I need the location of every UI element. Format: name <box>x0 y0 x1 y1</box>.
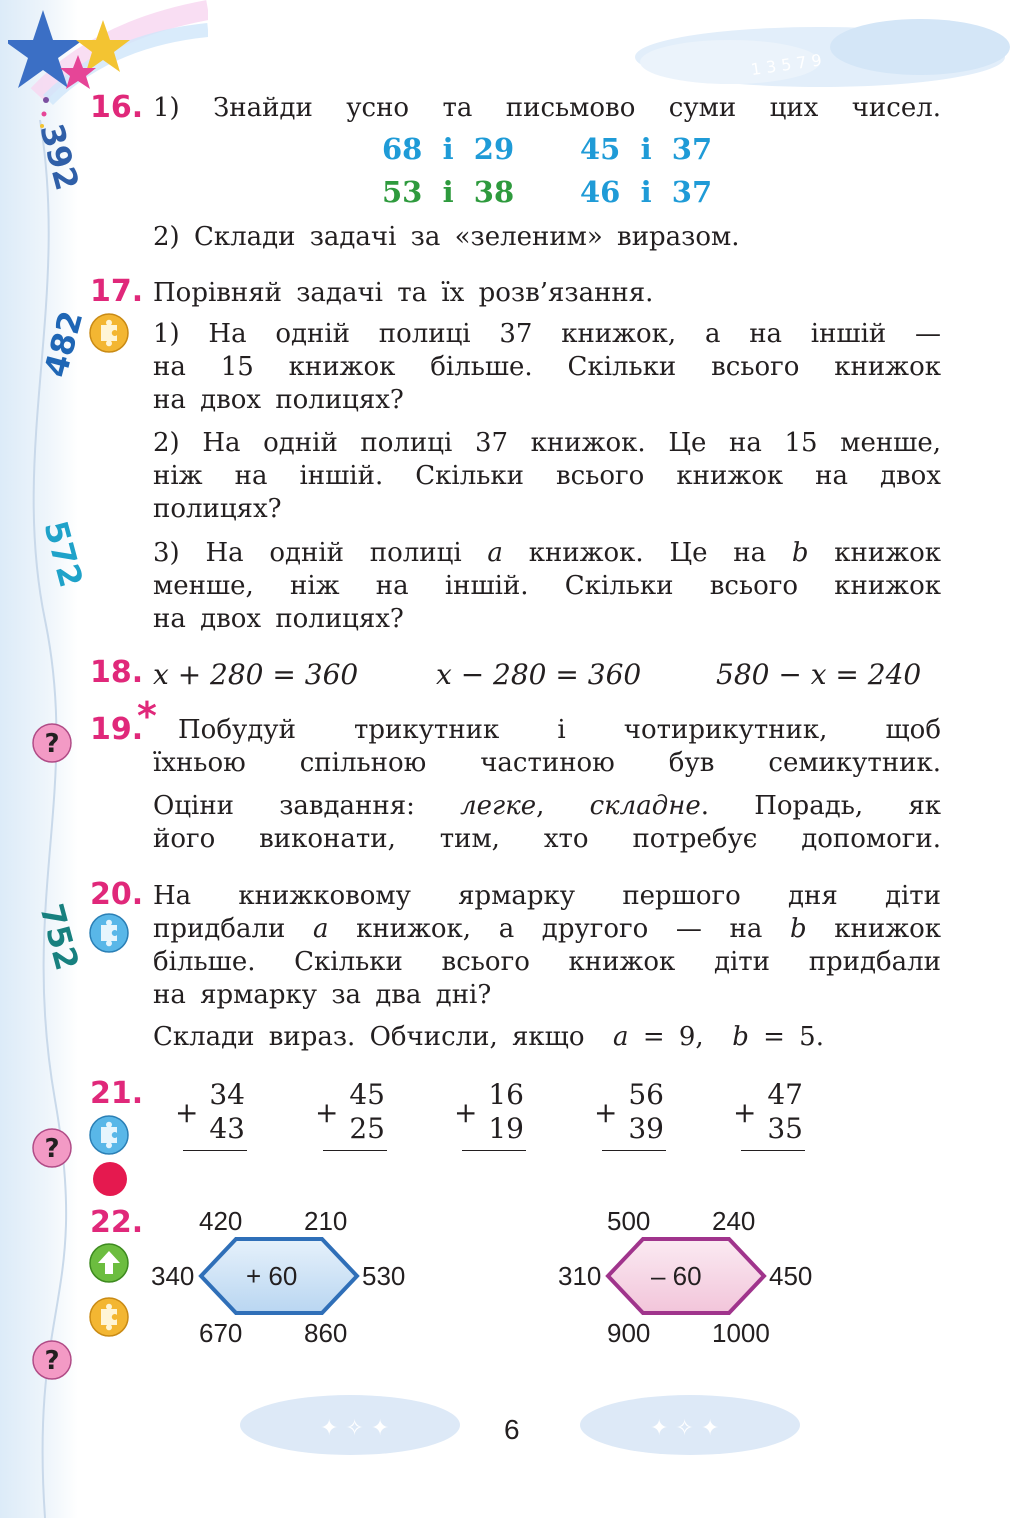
hex2-bottom-right: 1000 <box>712 1318 770 1348</box>
task17-p3-line2: менше, ніж на іншій. Скільки всього книжок <box>153 571 941 601</box>
hex1-top-left: 420 <box>199 1206 243 1236</box>
task-number-19: 19. <box>90 712 144 747</box>
arrow-up-icon <box>89 1243 129 1283</box>
hex2-right: 450 <box>769 1261 813 1291</box>
hex1-bottom-right: 860 <box>304 1318 348 1348</box>
puzzle-icon <box>89 313 129 353</box>
svg-text:✦ ✧ ✦: ✦ ✧ ✦ <box>320 1416 390 1441</box>
task-number-20: 20. <box>90 877 144 912</box>
task20-line3: більше. Скільки всього книжок діти придбали <box>153 947 941 977</box>
side-number-752: 752 <box>32 899 87 975</box>
cloud-bottom-decoration <box>240 1380 800 1470</box>
task-number-17: 17. <box>90 274 144 309</box>
equation-2: x − 280 = 360 <box>436 658 642 691</box>
side-number-392: 392 <box>32 119 87 195</box>
hex1-operation: + 60 <box>246 1261 298 1291</box>
cloud-digits: 1 3 5 7 9 <box>749 50 823 80</box>
question-icon <box>32 723 72 763</box>
hex1-left: 340 <box>151 1261 195 1291</box>
task17-p1-line1: 1) На одній полиці 37 книжок, а на іншій — <box>153 319 941 349</box>
task17-p2-line2: ніж на іншій. Скільки всього книжок на двох <box>153 461 941 491</box>
task19-line4: його виконати, тим, хто потребує допомоги. <box>153 824 941 854</box>
equation-3: 580 − x = 240 <box>716 658 922 691</box>
hex2-top-right: 240 <box>712 1206 756 1236</box>
hex1-top-right: 210 <box>304 1206 348 1236</box>
task20-line4: на ярмарку за два дні? <box>153 980 492 1010</box>
hex2-bottom-left: 900 <box>607 1318 651 1348</box>
hex1-bottom-left: 670 <box>199 1318 243 1348</box>
task16-line2: 2) Склади задачі за «зеленим» виразом. <box>153 222 740 252</box>
equation-1: x + 280 = 360 <box>153 658 359 691</box>
task20-line2: придбали a книжок, а другого — на b книжок <box>153 914 942 944</box>
task17-intro: Порівняй задачі та їх розв’язання. <box>153 278 654 308</box>
task19-line1: Побудуй трикутник і чотирикутник, щоб <box>178 715 941 745</box>
cloud-top-decoration <box>630 12 1010 92</box>
question-icon-3 <box>32 1340 72 1380</box>
red-dot-icon <box>93 1162 127 1196</box>
svg-text:?: ? <box>44 1134 60 1164</box>
star-mark: * <box>137 694 157 738</box>
pair-53-38: 53 і 38 <box>382 175 515 209</box>
svg-text:?: ? <box>44 729 60 759</box>
side-number-482: 482 <box>36 306 91 382</box>
question-icon-2 <box>32 1128 72 1168</box>
pair-68-29: 68 і 29 <box>382 132 515 166</box>
puzzle-blue-icon <box>89 913 129 953</box>
task17-p3-line1: 3) На одній полиці a книжок. Це на b книжок <box>153 538 942 568</box>
task20-line5: Склади вираз. Обчисли, якщо a = 9, b = 5. <box>153 1022 824 1052</box>
svg-text:✦ ✧ ✦: ✦ ✧ ✦ <box>650 1416 720 1441</box>
svg-text:?: ? <box>44 1346 60 1376</box>
puzzle-blue-icon-2 <box>89 1115 129 1155</box>
hex1-right: 530 <box>362 1261 406 1291</box>
pair-45-37: 45 і 37 <box>580 132 713 166</box>
task-number-21: 21. <box>90 1076 144 1111</box>
task-number-22: 22. <box>90 1205 144 1240</box>
task19-line3: Оціни завдання: легке, складне. Порадь, як <box>153 791 941 821</box>
hex2-top-left: 500 <box>607 1206 651 1236</box>
side-number-572: 572 <box>36 516 91 592</box>
task17-p1-line2: на 15 книжок більше. Скільки всього книжок <box>153 352 941 382</box>
task-number-16: 16. <box>90 90 144 125</box>
task17-p2-line1: 2) На одній полиці 37 книжок. Це на 15 менше, <box>153 428 941 458</box>
hex2-left: 310 <box>558 1261 602 1291</box>
task16-line1: 1) Знайди усно та письмово суми цих чисел. <box>153 93 941 123</box>
task20-line1: На книжковому ярмарку першого дня діти <box>153 881 941 911</box>
hex2-operation: – 60 <box>651 1261 702 1291</box>
pair-46-37: 46 і 37 <box>580 175 713 209</box>
task-number-18: 18. <box>90 655 144 690</box>
task17-p2-line3: полицях? <box>153 494 282 524</box>
task17-p1-line3: на двох полицях? <box>153 385 404 415</box>
task19-line2: їхньою спільною частиною був семикутник. <box>153 748 941 778</box>
page-number: 6 <box>504 1414 520 1445</box>
task17-p3-line3: на двох полицях? <box>153 604 404 634</box>
puzzle-icon-2 <box>89 1297 129 1337</box>
